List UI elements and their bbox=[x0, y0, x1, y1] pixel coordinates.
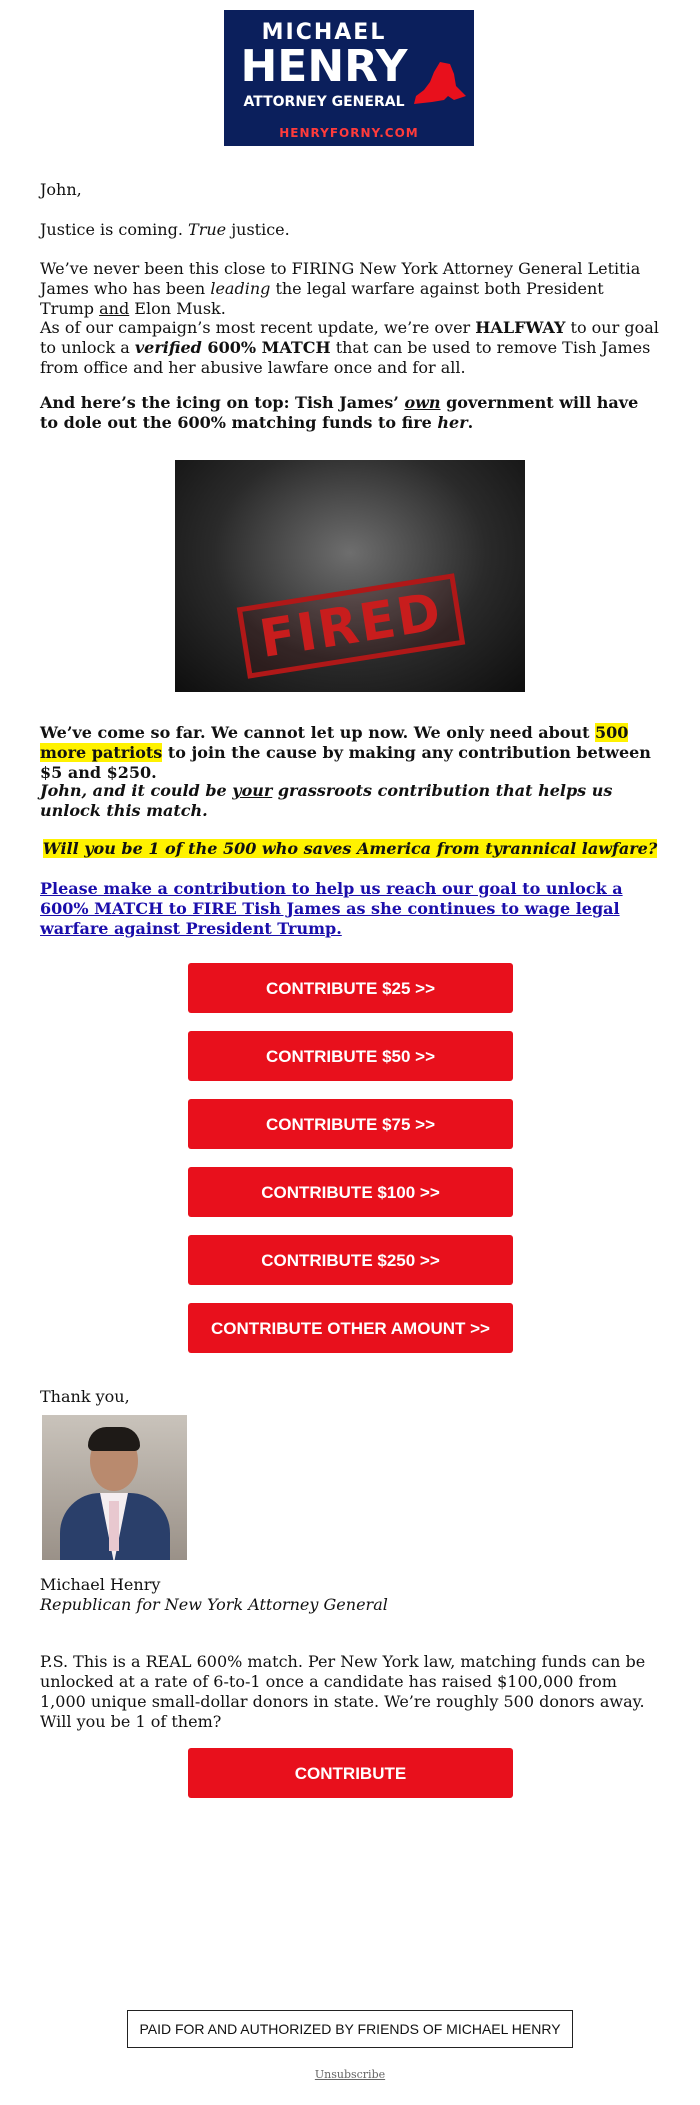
highlight-question: Will you be 1 of the 500 who saves America from tyrannical lawfare? bbox=[42, 839, 658, 858]
underline-your: your bbox=[232, 781, 273, 800]
logo-url: HENRYFORNY.COM bbox=[279, 126, 419, 140]
bold-match: 600% MATCH bbox=[201, 338, 331, 357]
fired-stamp: FIRED bbox=[237, 573, 466, 679]
text-run: to our goal to unlock a bbox=[40, 318, 659, 357]
highlight-500-patriots: 500 more patriots bbox=[40, 723, 629, 762]
avatar bbox=[42, 1415, 187, 1560]
contribute-other-button[interactable]: CONTRIBUTE OTHER AMOUNT >> bbox=[188, 1303, 513, 1353]
emphasis-true: True bbox=[188, 220, 227, 239]
text-run: the legal warfare against both President Trump bbox=[40, 279, 604, 318]
text-run: government will have to dole out the 600% matching funds to fire bbox=[40, 393, 639, 432]
paragraph-halfway bbox=[40, 318, 660, 378]
contribute-link[interactable]: Please make a contribution to help us reach our goal to unlock a 600% MATCH to FIRE Tish James as she continues to wage legal warfare against President Trump. bbox=[40, 879, 623, 938]
text-run: John, and it could be bbox=[40, 781, 233, 800]
text-run: Elon Musk. bbox=[129, 299, 226, 318]
contribute-100-button[interactable]: CONTRIBUTE $100 >> bbox=[188, 1167, 513, 1217]
contribute-75-button[interactable]: CONTRIBUTE $75 >> bbox=[188, 1099, 513, 1149]
emphasis-her: her bbox=[437, 413, 468, 432]
fired-photo bbox=[175, 460, 525, 692]
text-run: justice. bbox=[226, 220, 290, 239]
unsubscribe-link[interactable]: Unsubscribe bbox=[314, 2068, 386, 2081]
new-york-state-icon bbox=[410, 60, 468, 108]
text-run: We’ve never been this close to FIRING New York Attorney General Letitia James who has been bbox=[40, 259, 641, 298]
text-run: We’ve come so far. We cannot let up now. We only need about bbox=[40, 723, 596, 742]
emphasis-leading: leading bbox=[210, 279, 271, 298]
paragraph-your-contribution bbox=[40, 781, 660, 821]
bold-halfway: HALFWAY bbox=[475, 318, 566, 337]
logo-office: ATTORNEY GENERAL bbox=[243, 94, 405, 110]
paragraph-firing bbox=[40, 259, 660, 319]
text-run: Justice is coming. bbox=[40, 220, 189, 239]
contribute-250-button[interactable]: CONTRIBUTE $250 >> bbox=[188, 1235, 513, 1285]
logo-first-name: MICHAEL bbox=[261, 20, 387, 45]
text-run: grassroots contribution that helps us unlock this match. bbox=[40, 781, 613, 820]
bold-verified: verified bbox=[134, 338, 202, 357]
text-run: that can be used to remove Tish James from office and her abusive lawfare once and for all. bbox=[40, 338, 651, 377]
contribute-final-button[interactable]: CONTRIBUTE bbox=[188, 1748, 513, 1798]
paragraph-icing bbox=[40, 393, 660, 433]
text-run: . bbox=[467, 413, 474, 432]
avatar-hair bbox=[88, 1427, 140, 1451]
text-run: And here’s the icing on top: Tish James’ bbox=[40, 393, 405, 412]
avatar-tie bbox=[109, 1501, 119, 1551]
text-run: to join the cause by making any contribution between $5 and $250. bbox=[40, 743, 651, 782]
paragraph-question bbox=[40, 839, 660, 859]
greeting: John, bbox=[40, 180, 82, 199]
campaign-logo bbox=[224, 10, 474, 146]
emphasis-own: own bbox=[404, 393, 441, 412]
link-paragraph bbox=[40, 879, 660, 939]
logo-last-name: HENRY bbox=[240, 41, 408, 92]
signature-name: Michael Henry bbox=[40, 1575, 161, 1594]
signature-title: Republican for New York Attorney General bbox=[40, 1595, 388, 1614]
paragraph-come-so-far bbox=[40, 723, 660, 783]
underline-and: and bbox=[99, 299, 130, 318]
contribute-50-button[interactable]: CONTRIBUTE $50 >> bbox=[188, 1031, 513, 1081]
text-run: As of our campaign’s most recent update, we’re over bbox=[40, 318, 476, 337]
postscript: P.S. This is a REAL 600% match. Per New York law, matching funds can be unlocked at a rate of 6-to-1 once a candidate has raised $100,000 from 1,000 unique small-dollar donors in state. We’re roughly 500 donors away. Will you be 1 of them? bbox=[40, 1652, 646, 1731]
paragraph-justice bbox=[40, 220, 660, 240]
thank-you: Thank you, bbox=[40, 1387, 130, 1406]
paid-for-disclaimer: PAID FOR AND AUTHORIZED BY FRIENDS OF MICHAEL HENRY bbox=[127, 2010, 573, 2048]
contribute-25-button[interactable]: CONTRIBUTE $25 >> bbox=[188, 963, 513, 1013]
